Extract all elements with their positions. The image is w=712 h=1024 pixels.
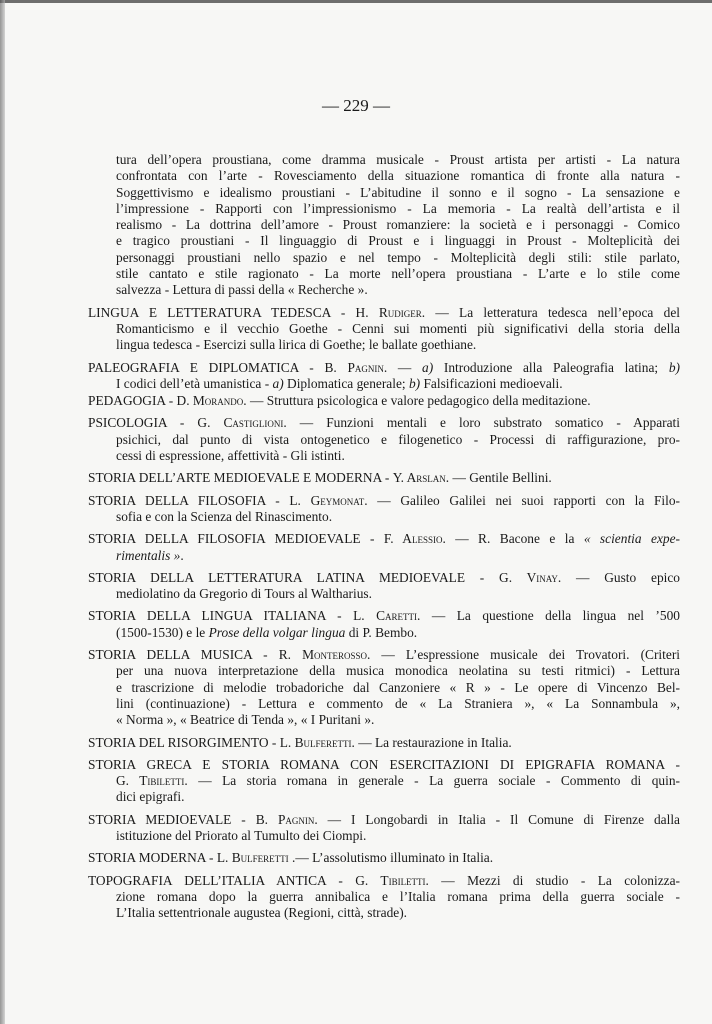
text-line (88, 470, 680, 486)
line-text (116, 337, 476, 352)
line-text (88, 850, 493, 865)
line-text (116, 889, 680, 904)
text-line (88, 337, 680, 353)
text-segment: lini (continuazione) - Lettura e commento de « La Straniera », « La Sonnambula », (116, 695, 680, 711)
instructor-name: L. Bulferetti. (279, 734, 355, 750)
text-line (88, 625, 680, 641)
instructor-name: G. Tibiletti. (116, 773, 188, 789)
text-line (88, 773, 680, 789)
line-text (88, 570, 680, 585)
text-line (88, 570, 680, 586)
text-line (116, 201, 680, 217)
text-segment: per una nuova interpretazione della musica monodica neolatina su testi ritmici) - Lettura (116, 663, 680, 679)
course-title: STORIA MEDIOEVALE - (88, 811, 256, 827)
italic-text: Prose della volgar lingua (208, 624, 346, 640)
line-text (116, 152, 680, 167)
text-line (88, 448, 680, 464)
page-number: — 229 — (322, 96, 390, 115)
line-text (88, 531, 680, 546)
text-line (88, 393, 680, 409)
course-entry (88, 757, 680, 806)
text-line (88, 321, 680, 337)
line-text (116, 233, 680, 248)
text-line (88, 509, 680, 525)
text-segment: — Funzioni mentali e loro substrato somatico - Apparati (286, 415, 680, 431)
text-segment: psichici, dal punto di vista ontogenetico e filogenetico - Processi di raffigurazione, pro- (116, 431, 680, 447)
line-text (116, 625, 417, 640)
text-segment: — I Longobardi in Italia - Il Comune di Firenze dalla (317, 811, 680, 827)
instructor-name: R. Monterosso. (278, 647, 371, 663)
line-text (88, 757, 680, 772)
instructor-name: F. Alessio. (383, 531, 446, 547)
text-line (88, 789, 680, 805)
text-segment: — La letteratura tedesca nell’epoca del (425, 304, 680, 320)
course-entry (88, 415, 680, 464)
text-segment: personaggi proustiani nello spazio e nel tempo - Molteplicità degli stili: stile parlato, (116, 249, 680, 265)
course-title: PALEOGRAFIA E DIPLOMATICA - (88, 359, 325, 375)
text-line (88, 889, 680, 905)
text-line (88, 432, 680, 448)
text-segment: stile cantato e stile ragionato - La morte nell’opera proustiana - L’arte e lo stile come (116, 266, 680, 282)
text-line (88, 696, 680, 712)
line-text (88, 305, 680, 320)
line-text (116, 663, 680, 678)
text-segment: L’Italia settentrionale augustea (Regioni, città, strade). (116, 905, 408, 921)
italic-text: a) (272, 375, 284, 391)
text-line (88, 608, 680, 624)
course-title: PEDAGOGIA - (88, 393, 177, 409)
line-text (116, 201, 680, 216)
text-line (88, 305, 680, 321)
course-title: STORIA DELLA MUSICA - (88, 647, 279, 663)
text-line (88, 548, 680, 564)
text-segment: Introduzione alla Paleografia latina; (433, 359, 669, 375)
instructor-name: G. Castiglioni. (197, 415, 287, 431)
text-line (116, 185, 680, 201)
italic-text: b) (668, 359, 680, 375)
line-text (116, 168, 680, 183)
italic-text: b) (408, 375, 421, 391)
text-segment: — La restaurazione in Italia. (354, 734, 512, 750)
instructor-name: D. Morando. (176, 393, 247, 409)
text-line (88, 586, 680, 602)
instructor-name: B. Pagnin. (324, 359, 388, 375)
line-text (116, 321, 680, 336)
course-title: STORIA DELLA LINGUA ITALIANA - (88, 608, 354, 624)
course-entry (88, 812, 680, 845)
text-segment: confrontata con l’arte - Rovesciamento della situazione romantica di fronte alla natura - (116, 168, 680, 184)
course-entry (88, 393, 680, 409)
text-line (88, 531, 680, 547)
text-segment: dici epigrafi. (116, 789, 185, 805)
scan-top-edge (0, 0, 712, 3)
text-segment: lingua tedesca - Esercizi sulla lirica di Goethe; le ballate goethiane. (116, 337, 477, 353)
course-entry (88, 570, 680, 603)
line-text (88, 415, 680, 430)
italic-text: « scientia expe- (583, 531, 680, 547)
text-line (88, 647, 680, 663)
text-line (88, 680, 680, 696)
course-title: STORIA DEL RISORGIMENTO - (88, 734, 280, 750)
line-text (116, 789, 184, 804)
text-line (116, 217, 680, 233)
text-line (88, 360, 680, 376)
course-entry (88, 647, 680, 728)
course-title: STORIA GRECA E STORIA ROMANA CON ESERCITAZIONI DI EPIGRAFIA ROMANA - (88, 756, 680, 772)
scan-left-edge (0, 0, 5, 1024)
text-segment: (1500-1530) e le (116, 624, 209, 640)
line-text (116, 432, 680, 447)
italic-text: rimentalis » (116, 547, 181, 563)
course-title: STORIA DELLA FILOSOFIA MEDIOEVALE - (88, 531, 384, 547)
text-line (88, 850, 680, 866)
course-entry (88, 493, 680, 526)
text-line (116, 168, 680, 184)
line-text (116, 509, 332, 524)
course-title: STORIA MODERNA - (88, 850, 217, 866)
text-line (116, 266, 680, 282)
text-line (88, 415, 680, 431)
text-line (88, 493, 680, 509)
course-entry (88, 735, 680, 751)
text-line (88, 735, 680, 751)
text-segment: Soggettivismo e idealismo proustiani - L’abitudine il sonno e il sogno - La sensazione e (116, 184, 680, 200)
line-text (116, 548, 184, 563)
text-line (88, 712, 680, 728)
text-line (116, 233, 680, 249)
course-title: STORIA DELLA FILOSOFIA - (88, 492, 290, 508)
text-line (116, 152, 680, 168)
text-segment: cessi di espressione, affettività - Gli istinti. (116, 448, 345, 464)
instructor-name: L. Geymonat. (289, 492, 368, 508)
line-text (88, 493, 680, 508)
text-segment: di P. Bembo. (345, 624, 418, 640)
line-text (116, 448, 345, 463)
course-entry (88, 305, 680, 354)
line-text (116, 376, 563, 391)
text-segment: « Norma », « Beatrice di Tenda », « I Puritani ». (116, 712, 375, 728)
text-line (88, 376, 680, 392)
line-text (88, 470, 552, 485)
text-segment: Diplomatica generale; (283, 375, 409, 391)
text-segment: — La storia romana in generale - La guerra sociale - Commento di quin- (187, 773, 680, 789)
line-text (88, 360, 680, 375)
text-segment: — Galileo Galilei nei suoi rapporti con la Filo- (367, 492, 680, 508)
line-text (116, 185, 680, 200)
text-segment: mediolatino da Gregorio di Tours al Waltharius. (116, 586, 372, 602)
line-text (116, 217, 680, 232)
line-text (88, 393, 591, 408)
text-segment: realismo - La dottrina dell’amore - Proust romanziere: la società e i personaggi - Comico (116, 217, 680, 233)
text-segment: .— L’assolutismo illuminato in Italia. (288, 850, 494, 866)
course-entry (88, 608, 680, 641)
text-segment: — Gusto epico (561, 569, 680, 585)
course-entry (88, 873, 680, 922)
line-text (116, 586, 372, 601)
course-entry (88, 470, 680, 486)
text-segment: tura dell’opera proustiana, come dramma musicale - Proust artista per artisti - La natura (116, 152, 680, 167)
text-segment: — L’espressione musicale dei Trovatori. (Criteri (370, 647, 681, 663)
line-text (116, 696, 680, 711)
line-text (88, 608, 680, 623)
course-title: TOPOGRAFIA DELL’ITALIA ANTICA - (88, 872, 356, 888)
course-entry (88, 850, 680, 866)
course-title: STORIA DELLA LETTERATURA LATINA MEDIOEVALE - (88, 569, 500, 585)
text-segment: — Struttura psicologica e valore pedagogico della meditazione. (246, 393, 591, 409)
line-text (116, 712, 374, 727)
text-segment: I codici dell’età umanistica - (116, 375, 273, 391)
instructor-name: Y. Arslan. (392, 470, 450, 486)
text-segment: Falsificazioni medioevali. (420, 375, 563, 391)
course-entry (88, 531, 680, 564)
continued-paragraph (116, 152, 680, 299)
line-text (116, 680, 680, 695)
text-line (116, 250, 680, 266)
text-segment: — (387, 359, 423, 375)
line-text (116, 828, 366, 843)
line-text (88, 812, 680, 827)
course-title: LINGUA E LETTERATURA TEDESCA - (88, 304, 356, 320)
text-segment: — Mezzi di studio - La colonizza- (428, 872, 681, 888)
line-text (116, 773, 680, 788)
text-segment: — Gentile Bellini. (449, 470, 552, 486)
italic-text: a) (422, 359, 434, 375)
text-segment: e tragico proustiani - Il linguaggio di Proust e i linguaggi in Proust - Molteplicità dei (116, 233, 680, 249)
instructor-name: L. Bulferetti (216, 850, 289, 866)
text-segment: zione romana dopo la guerra annibalica e l’Italia romana prima della guerra sociale - (116, 888, 680, 904)
text-segment: . (180, 547, 184, 563)
text-line (88, 812, 680, 828)
text-line (88, 828, 680, 844)
line-text (88, 873, 680, 888)
course-title: PSICOLOGIA - (88, 415, 198, 431)
text-segment: l’impressione - Rapporti con l’impressionismo - La memoria - La realtà dell’artista e il (116, 200, 680, 216)
line-text (88, 647, 680, 662)
text-line (88, 663, 680, 679)
text-line (88, 873, 680, 889)
text-segment: sofia e con la Scienza del Rinascimento. (116, 508, 333, 524)
instructor-name: L. Caretti. (353, 608, 421, 624)
text-segment: Romanticismo e il vecchio Goethe - Cenni sui momenti più significativi della storia della (116, 320, 680, 336)
line-text (116, 282, 368, 297)
text-line (88, 757, 680, 773)
text-line (88, 905, 680, 921)
text-segment: e trascrizione di melodie trobadoriche dal Canzoniere « R » - Le opere di Vincenzo Bel- (116, 679, 680, 695)
text-segment: istituzione del Priorato al Tumulto dei Ciompi. (116, 827, 367, 843)
course-title: STORIA DELL’ARTE MEDIOEVALE E MODERNA - (88, 470, 393, 486)
instructor-name: G. Tibiletti. (355, 872, 429, 888)
instructor-name: H. Rudiger. (355, 304, 426, 320)
text-segment: salvezza - Lettura di passi della « Recherche ». (116, 282, 368, 298)
course-listing (88, 152, 680, 921)
instructor-name: B. Pagnin. (255, 811, 318, 827)
text-segment: — La questione della lingua nel ’500 (420, 608, 680, 624)
instructor-name: G. Vinay. (499, 569, 562, 585)
line-text (88, 735, 512, 750)
text-line (116, 282, 680, 298)
line-text (116, 266, 680, 281)
course-entry (88, 360, 680, 393)
text-segment: — R. Bacone e la (445, 531, 584, 547)
line-text (116, 905, 407, 920)
line-text (116, 250, 680, 265)
